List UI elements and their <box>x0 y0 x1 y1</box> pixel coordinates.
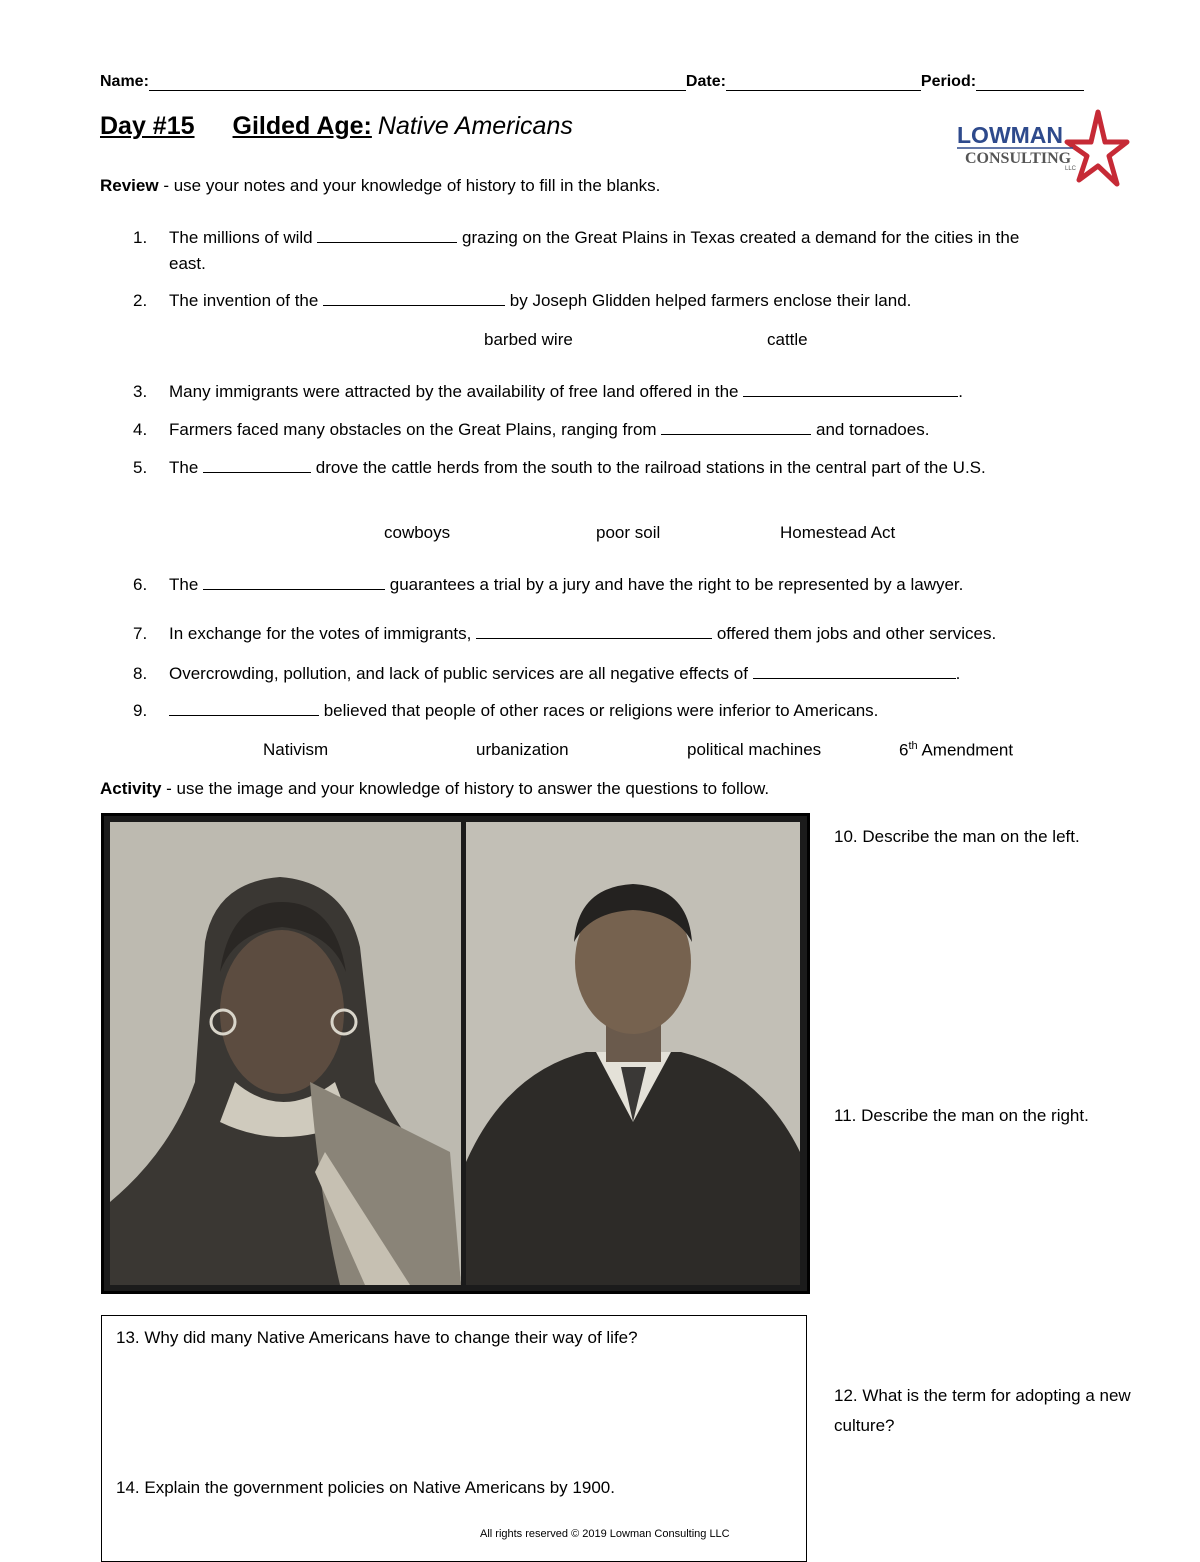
date-field[interactable] <box>726 72 921 91</box>
question-text: and tornadoes. <box>811 420 930 439</box>
logo-text-lowman: LOWMAN <box>957 122 1064 148</box>
review-label: Review <box>100 176 159 195</box>
answer-blank[interactable] <box>661 420 811 435</box>
question-text: east. <box>169 254 206 273</box>
question-5 <box>133 458 1133 478</box>
question-text: The millions of wild <box>169 228 318 247</box>
question-4 <box>133 420 1133 440</box>
question-13: 13. Why did many Native Americans have to change their way of life? <box>116 1328 638 1347</box>
question-1-continued <box>169 254 1169 274</box>
lowman-consulting-logo <box>955 108 1130 188</box>
question-number: 5. <box>133 458 148 477</box>
question-14: 14. Explain the government policies on Native Americans by 1900. <box>116 1478 615 1497</box>
copyright-footer: All rights reserved © 2019 Lowman Consulting LLC <box>480 1528 730 1540</box>
question-text: believed that people of other races or religions were inferior to Americans. <box>319 701 879 720</box>
question-text: grazing on the Great Plains in Texas created a demand for the cities in the <box>457 228 1020 247</box>
answer-blank[interactable] <box>317 228 457 243</box>
activity-instruction <box>100 779 769 799</box>
question-1 <box>133 228 1133 248</box>
question-text: by Joseph Glidden helped farmers enclose their land. <box>505 291 912 310</box>
question-text: offered them jobs and other services. <box>712 624 997 643</box>
question-number: 6. <box>133 575 148 594</box>
name-label: Name: <box>100 73 149 90</box>
period-field[interactable] <box>976 72 1084 91</box>
answer-blank[interactable] <box>169 701 319 716</box>
question-12: 12. What is the term for adopting a new culture? <box>834 1386 1131 1435</box>
page-title <box>100 112 573 141</box>
answer-blank[interactable] <box>743 382 958 397</box>
question-2 <box>133 291 1133 311</box>
portrait-left-image <box>110 822 461 1285</box>
question-number: 7. <box>133 624 148 643</box>
answer-blank[interactable] <box>203 575 385 590</box>
question-text: The invention of the <box>169 291 324 310</box>
photo-man-traditional-dress <box>110 822 461 1285</box>
student-info-header <box>100 72 1100 91</box>
question-8 <box>133 664 1133 684</box>
question-text: The <box>169 458 204 477</box>
star-logo-icon <box>955 108 1130 188</box>
name-field[interactable] <box>149 72 686 91</box>
review-text: - use your notes and your knowledge of history to fill in the blanks. <box>158 176 661 195</box>
word-bank-item: Nativism <box>263 740 329 759</box>
question-3 <box>133 382 1133 402</box>
logo-text-consulting: CONSULTING <box>965 150 1072 167</box>
word-bank-item: urbanization <box>476 740 569 759</box>
photo-man-western-suit <box>466 822 800 1285</box>
period-label: Period: <box>920 73 977 90</box>
question-number: 2. <box>133 291 148 310</box>
question-7 <box>133 624 1133 644</box>
question-number: 8. <box>133 664 148 683</box>
word-bank-item: barbed wire <box>484 330 573 349</box>
word-bank-item <box>899 740 1013 761</box>
before-after-photograph <box>101 813 810 1294</box>
question-text: Farmers faced many obstacles on the Great Plains, ranging from <box>169 420 662 439</box>
logo-text-llc: LLC <box>1065 166 1077 172</box>
question-text: The <box>169 575 204 594</box>
answer-box[interactable] <box>101 1315 807 1562</box>
question-text: Many immigrants were attracted by the availability of free land offered in the <box>169 382 744 401</box>
question-text: . <box>955 664 961 683</box>
word-bank-item: poor soil <box>596 523 661 542</box>
answer-blank[interactable] <box>476 624 712 639</box>
date-label: Date: <box>685 73 726 90</box>
ordinal-suffix: th <box>908 740 918 752</box>
activity-text: - use the image and your knowledge of history to answer the questions to follow. <box>161 779 770 798</box>
question-number: 3. <box>133 382 148 401</box>
review-instruction <box>100 176 660 196</box>
word-bank-item: cattle <box>767 330 808 349</box>
amendment-number: 6 <box>899 740 909 760</box>
amendment-word: Amendment <box>917 740 1014 760</box>
question-text: guarantees a trial by a jury and have the right to be represented by a lawyer. <box>385 575 964 594</box>
question-11: 11. Describe the man on the right. <box>834 1106 1089 1125</box>
question-text: Overcrowding, pollution, and lack of public services are all negative effects of <box>169 664 753 683</box>
question-text: . <box>958 382 963 401</box>
question-number: 9. <box>133 701 148 720</box>
word-bank-item: cowboys <box>384 523 451 542</box>
portrait-right-image <box>466 822 800 1285</box>
question-9 <box>133 701 1133 721</box>
question-6 <box>133 575 1133 595</box>
question-text: In exchange for the votes of immigrants, <box>169 624 477 643</box>
question-text: drove the cattle herds from the south to the railroad stations in the central part of the U.S. <box>311 458 986 477</box>
question-number: 1. <box>133 228 148 247</box>
answer-blank[interactable] <box>203 458 311 473</box>
title-day: Day #15 <box>100 112 195 140</box>
answer-blank[interactable] <box>753 664 956 679</box>
word-bank-item: Homestead Act <box>780 523 896 542</box>
question-10: 10. Describe the man on the left. <box>834 827 1080 846</box>
title-gilded-age: Gilded Age: <box>232 112 372 140</box>
title-topic: Native Americans <box>377 112 573 140</box>
answer-blank[interactable] <box>323 291 505 306</box>
activity-label: Activity <box>100 779 162 798</box>
question-number: 4. <box>133 420 148 439</box>
word-bank-item: political machines <box>687 740 822 759</box>
